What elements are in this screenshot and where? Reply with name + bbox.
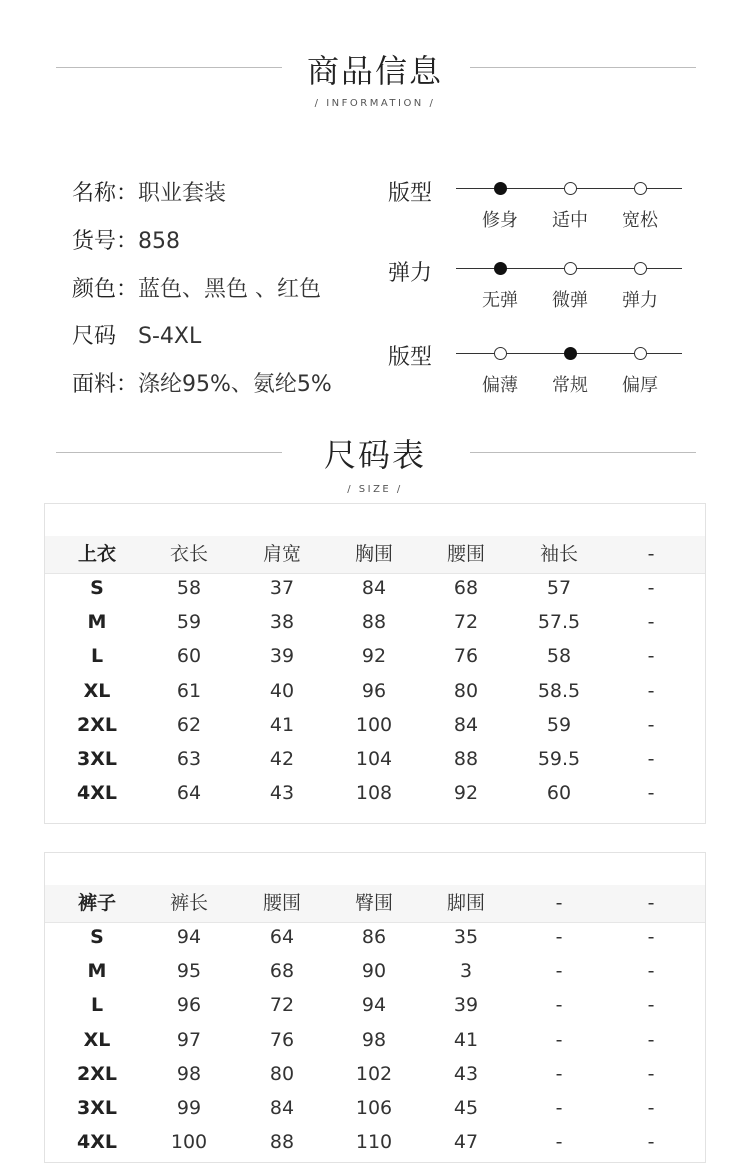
table-cell: 84	[361, 577, 387, 599]
table-header-cell: 臀围	[354, 892, 393, 914]
table-cell: 59	[176, 611, 202, 633]
table-cell: 84	[269, 1097, 295, 1119]
info-header-title: 商品信息	[306, 52, 443, 90]
table-cell: 37	[269, 577, 295, 599]
table-cell: 58	[176, 577, 202, 599]
table-cell: -	[647, 926, 655, 948]
size-label-cell: XL	[83, 1029, 111, 1051]
scale-dot-selected	[494, 182, 507, 195]
table-cell: -	[647, 1063, 655, 1085]
scale-option: 微弹	[552, 290, 588, 311]
scale-dot	[634, 262, 647, 275]
table-cell: -	[647, 680, 655, 702]
table-cell: 100	[170, 1131, 208, 1153]
table-cell: 88	[453, 748, 479, 770]
table-cell: 98	[361, 1029, 387, 1051]
table-cell: -	[647, 577, 655, 599]
info-section-header	[0, 0, 750, 120]
info-separator: ：	[116, 229, 139, 254]
scale-dot-selected	[564, 347, 577, 360]
table-cell: 38	[269, 611, 295, 633]
info-label: 货号	[72, 229, 117, 254]
info-label: 面料	[72, 372, 117, 397]
scale-option: 无弹	[482, 290, 518, 311]
size-section-header	[0, 420, 750, 500]
scale-option: 修身	[482, 210, 518, 231]
size-label-cell: L	[90, 994, 104, 1016]
table-cell: -	[555, 1063, 563, 1085]
table-cell: -	[555, 1097, 563, 1119]
table-cell: 43	[269, 782, 295, 804]
table-header-cell: -	[647, 892, 655, 914]
table-cell: 39	[453, 994, 479, 1016]
size-label-cell: 4XL	[77, 1131, 117, 1153]
scale-option: 适中	[552, 210, 588, 231]
table-cell: 84	[453, 714, 479, 736]
table-cell: -	[555, 1029, 563, 1051]
table-cell: 110	[355, 1131, 393, 1153]
table-cell: -	[647, 994, 655, 1016]
table-cell: -	[555, 926, 563, 948]
table-header-cell: -	[647, 543, 655, 565]
table-header-cell: -	[555, 892, 563, 914]
table-cell: 60	[546, 782, 572, 804]
table-cell: 60	[176, 645, 202, 667]
table-cell: 94	[176, 926, 202, 948]
table-cell: -	[647, 960, 655, 982]
table-cell: 41	[453, 1029, 479, 1051]
table-cell: 106	[355, 1097, 393, 1119]
size-label-cell: 3XL	[77, 1097, 117, 1119]
table-cell: -	[555, 1131, 563, 1153]
scale-dot	[634, 182, 647, 195]
table-header-cell: 腰围	[262, 892, 301, 914]
table-cell: 94	[361, 994, 387, 1016]
table-cell: 92	[361, 645, 387, 667]
scale-dot	[494, 347, 507, 360]
table-cell: 104	[355, 748, 393, 770]
size-label-cell: 2XL	[77, 714, 117, 736]
table-header-cell: 腰围	[446, 543, 485, 565]
table-cell: 99	[176, 1097, 202, 1119]
table-cell: 41	[269, 714, 295, 736]
table-cell: 57.5	[537, 611, 581, 633]
info-value: 蓝色、黑色 、红色	[138, 277, 322, 302]
size-header-title: 尺码表	[323, 436, 426, 474]
table-header-cell: 裤长	[169, 892, 208, 914]
scale-dot	[564, 182, 577, 195]
table-cell: -	[647, 748, 655, 770]
table-cell: 76	[269, 1029, 295, 1051]
table-cell: 62	[176, 714, 202, 736]
info-row-item-number	[72, 224, 180, 255]
table-cell: 108	[355, 782, 393, 804]
table-cell: 68	[453, 577, 479, 599]
info-value: S-4XL	[138, 324, 202, 349]
table-cell: 98	[176, 1063, 202, 1085]
info-value: 职业套装	[138, 181, 227, 206]
table-cell: 102	[355, 1063, 393, 1085]
table-cell: 72	[453, 611, 479, 633]
scale-option: 弹力	[622, 290, 658, 311]
scale-option: 常规	[552, 375, 588, 396]
scale-label: 弹力	[388, 261, 433, 286]
table-cell: 58.5	[537, 680, 581, 702]
table-cell: 88	[361, 611, 387, 633]
table-cell: 88	[269, 1131, 295, 1153]
table-header-cell: 肩宽	[262, 543, 301, 565]
table-cell: -	[647, 611, 655, 633]
info-label: 颜色	[72, 277, 117, 302]
info-label: 名称	[72, 181, 117, 206]
table-cell: 76	[453, 645, 479, 667]
table-cell: 97	[176, 1029, 202, 1051]
info-row-color	[72, 272, 321, 303]
size-label-cell: M	[87, 960, 107, 982]
info-separator: ：	[116, 277, 139, 302]
scale-option: 偏薄	[482, 375, 518, 396]
size-label-cell: 3XL	[77, 748, 117, 770]
info-row-fabric	[72, 367, 332, 398]
info-label: 尺码	[72, 324, 117, 349]
table-cell: 90	[361, 960, 387, 982]
scale-dot	[564, 262, 577, 275]
info-separator: ：	[116, 372, 139, 397]
scale-label: 版型	[388, 345, 433, 370]
table-cell: -	[647, 1131, 655, 1153]
table-cell: -	[555, 994, 563, 1016]
table-cell: 64	[269, 926, 295, 948]
table-cell: 59	[546, 714, 572, 736]
table-cell: 68	[269, 960, 295, 982]
info-header-subtitle: / INFORMATION /	[314, 98, 436, 109]
table-cell: 80	[269, 1063, 295, 1085]
table-cell: -	[647, 714, 655, 736]
scale-dot	[634, 347, 647, 360]
table-cell: -	[647, 645, 655, 667]
scale-option: 宽松	[622, 210, 658, 231]
table-cell: 95	[176, 960, 202, 982]
table-cell: -	[647, 1029, 655, 1051]
info-row-size	[72, 319, 201, 350]
scale-dot-selected	[494, 262, 507, 275]
table-cell: -	[555, 960, 563, 982]
table-cell: 42	[269, 748, 295, 770]
table-cell: 96	[361, 680, 387, 702]
info-value: 涤纶95%、氨纶5%	[138, 372, 332, 397]
table-cell: 43	[453, 1063, 479, 1085]
size-label-cell: 4XL	[77, 782, 117, 804]
table-cell: -	[647, 1097, 655, 1119]
table-header-cell: 裤子	[77, 892, 116, 914]
table-header-cell: 上衣	[77, 543, 116, 565]
table-header-cell: 脚围	[446, 892, 485, 914]
size-label-cell: 2XL	[77, 1063, 117, 1085]
table-cell: 86	[361, 926, 387, 948]
table-header-cell: 胸围	[354, 543, 393, 565]
table-cell: 96	[176, 994, 202, 1016]
table-cell: 63	[176, 748, 202, 770]
size-label-cell: XL	[83, 680, 111, 702]
scale-option: 偏厚	[622, 375, 658, 396]
size-label-cell: M	[87, 611, 107, 633]
scale-label: 版型	[388, 181, 433, 206]
table-cell: 61	[176, 680, 202, 702]
table-header-cell: 袖长	[539, 543, 578, 565]
table-cell: -	[647, 782, 655, 804]
table-cell: 39	[269, 645, 295, 667]
info-row-name	[72, 176, 226, 207]
size-header-subtitle: / SIZE /	[347, 484, 403, 495]
size-label-cell: L	[90, 645, 104, 667]
table-cell: 80	[453, 680, 479, 702]
table-cell: 59.5	[537, 748, 581, 770]
size-label-cell: S	[90, 926, 104, 948]
table-cell: 45	[453, 1097, 479, 1119]
table-cell: 47	[453, 1131, 479, 1153]
table-cell: 3	[459, 960, 473, 982]
table-cell: 35	[453, 926, 479, 948]
info-separator: ：	[116, 181, 139, 206]
table-cell: 72	[269, 994, 295, 1016]
table-header-cell: 衣长	[169, 543, 208, 565]
pants-size-table	[44, 852, 706, 1163]
table-cell: 40	[269, 680, 295, 702]
info-value: 858	[138, 229, 181, 254]
tops-size-table	[44, 503, 706, 824]
table-cell: 100	[355, 714, 393, 736]
table-cell: 58	[546, 645, 572, 667]
table-cell: 92	[453, 782, 479, 804]
size-label-cell: S	[90, 577, 104, 599]
table-cell: 64	[176, 782, 202, 804]
table-cell: 57	[546, 577, 572, 599]
